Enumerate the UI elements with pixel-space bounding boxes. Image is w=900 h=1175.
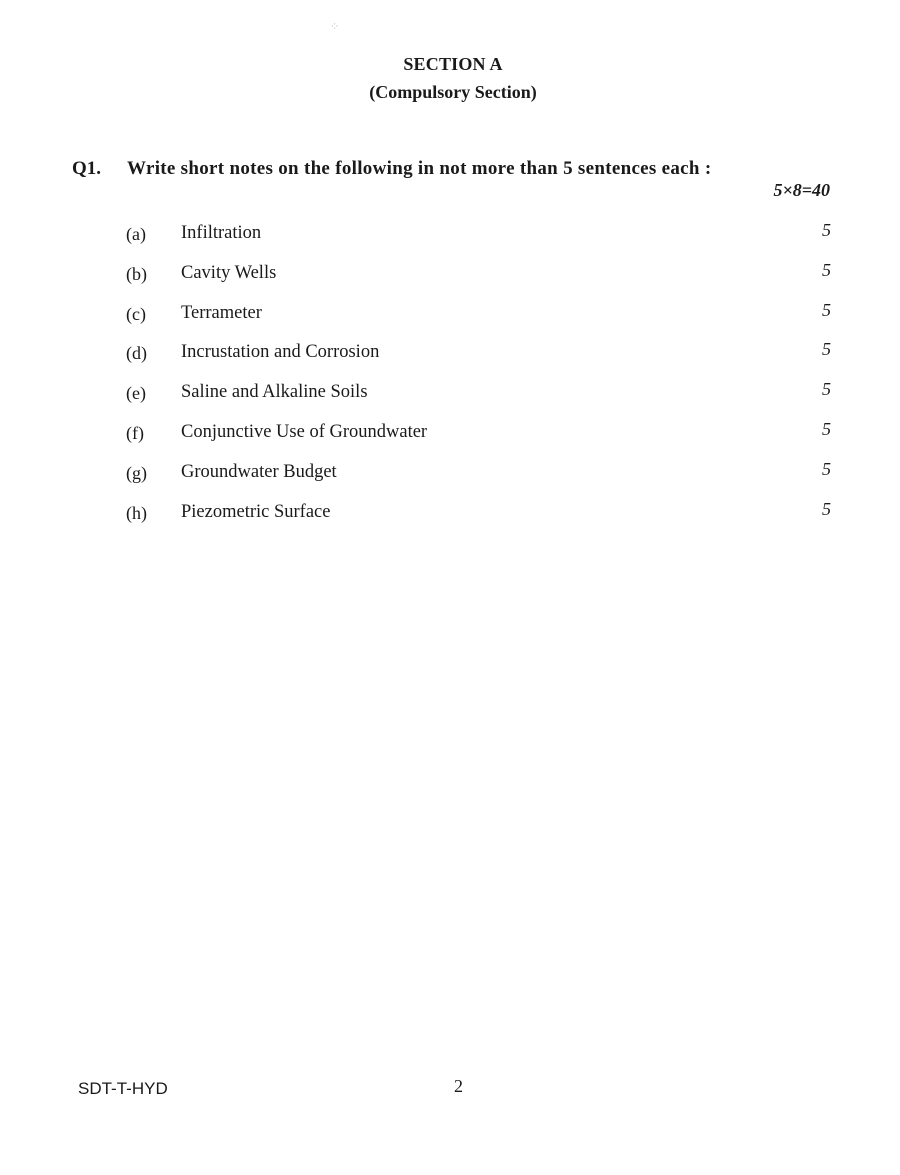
sub-question-d	[0, 339, 900, 379]
sub-question-label: (h)	[126, 502, 147, 523]
sub-question-text: Conjunctive Use of Groundwater	[181, 421, 428, 442]
sub-question-label: (g)	[126, 462, 147, 483]
sub-question-text: Terrameter	[181, 302, 262, 323]
sub-question-marks: 5	[822, 379, 831, 400]
sub-question-list	[0, 220, 900, 538]
sub-question-label: (f)	[126, 422, 144, 443]
sub-question-marks: 5	[822, 418, 831, 439]
sub-question-text: Incrustation and Corrosion	[181, 342, 380, 363]
sub-question-text: Piezometric Surface	[181, 501, 331, 522]
section-title: SECTION A	[403, 54, 503, 74]
sub-question-e	[0, 379, 900, 419]
section-subtitle: (Compulsory Section)	[369, 82, 537, 102]
question-marks: 5×8=40	[773, 180, 830, 200]
sub-question-b	[0, 260, 900, 300]
question-text: Write short notes on the following in not more than 5 sentences each :	[127, 158, 712, 179]
sub-question-marks: 5	[822, 339, 831, 360]
sub-question-label: (a)	[126, 224, 146, 244]
sub-question-h	[0, 499, 900, 539]
paper-code: SDT-T-HYD	[78, 1079, 168, 1098]
scan-speck: ⁘	[330, 21, 341, 33]
sub-question-text: Groundwater Budget	[181, 461, 337, 482]
sub-question-marks: 5	[822, 259, 831, 280]
sub-question-marks: 5	[822, 220, 831, 240]
question-number: Q1.	[72, 158, 102, 179]
sub-question-label: (c)	[126, 303, 146, 324]
sub-question-label: (e)	[126, 383, 146, 404]
sub-question-text: Cavity Wells	[181, 262, 277, 283]
sub-question-c	[0, 300, 900, 340]
sub-question-a	[0, 220, 900, 260]
sub-question-marks: 5	[822, 498, 831, 519]
sub-question-marks: 5	[822, 299, 831, 320]
sub-question-g	[0, 459, 900, 499]
sub-question-text: Saline and Alkaline Soils	[181, 382, 368, 403]
sub-question-text: Infiltration	[181, 223, 262, 243]
sub-question-label: (d)	[126, 343, 147, 364]
page-number: 2	[454, 1076, 463, 1096]
sub-question-marks: 5	[822, 458, 831, 479]
sub-question-f	[0, 419, 900, 459]
sub-question-label: (b)	[126, 263, 147, 284]
